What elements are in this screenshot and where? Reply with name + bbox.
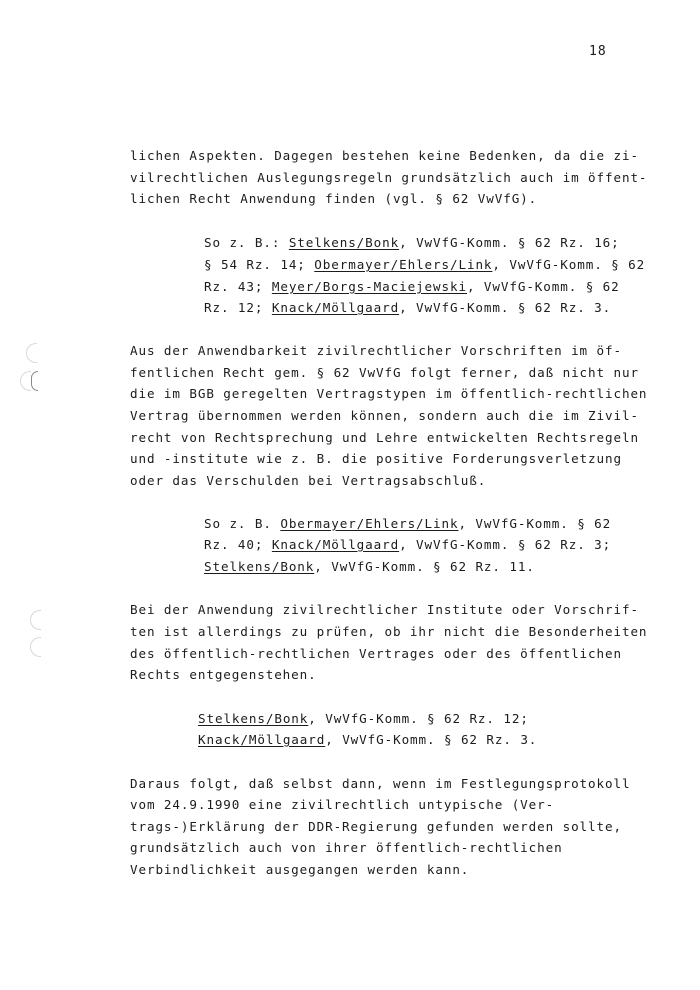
text-line	[130, 191, 537, 207]
text-line	[130, 602, 639, 618]
text-line	[130, 797, 554, 813]
text-span: , VwVfG-Komm. § 62	[466, 279, 620, 294]
text-span: trags-)Erklärung der DDR-Regierung gefunden werden sollte,	[130, 819, 622, 834]
text-line	[204, 279, 620, 295]
text-span: ten ist allerdings zu prüfen, ob ihr nicht die Besonderheiten	[130, 624, 648, 639]
citation-author: Stelkens/Bonk	[204, 559, 315, 574]
text-span: die im BGB geregelten Vertragstypen im öffentlich-rechtlichen	[130, 386, 648, 401]
text-line	[204, 516, 611, 532]
text-span: oder das Verschulden bei Vertragsabschluß.	[130, 473, 487, 488]
text-line	[130, 646, 622, 662]
text-span: , VwVfG-Komm. § 62 Rz. 3.	[325, 732, 538, 747]
text-span: fentlichen Recht gem. § 62 VwVfG folgt ferner, daß nicht nur	[130, 365, 639, 380]
text-span: Bei der Anwendung zivilrechtlicher Institute oder Vorschrif-	[130, 602, 639, 617]
hole-punch-mark	[20, 371, 31, 391]
text-line	[130, 170, 647, 186]
text-line	[198, 711, 529, 727]
text-line	[204, 300, 611, 316]
citation-author: Stelkens/Bonk	[288, 235, 400, 250]
text-span: § 54 Rz. 14;	[204, 257, 315, 272]
text-span: , VwVfG-Komm. § 62 Rz. 11.	[314, 559, 535, 574]
text-span: vilrechtlichen Auslegungsregeln grundsätzlich auch im öffent-	[130, 170, 648, 185]
text-span: , VwVfG-Komm. § 62 Rz. 16;	[399, 235, 620, 250]
text-line	[130, 451, 622, 467]
text-span: grundsätzlich auch von ihrer öffentlich-rechtlichen	[130, 840, 563, 855]
text-span: So z. B.:	[204, 235, 289, 250]
text-line	[204, 537, 611, 553]
text-span: Rechts entgegenstehen.	[130, 667, 317, 682]
hole-punch-mark	[30, 637, 41, 657]
text-line	[130, 386, 647, 402]
text-line	[130, 667, 317, 683]
text-span: , VwVfG-Komm. § 62 Rz. 3;	[399, 537, 612, 552]
hole-punch-mark	[31, 371, 38, 391]
citation-author: Knack/Möllgaard	[271, 300, 400, 315]
citation-author: Meyer/Borgs-Maciejewski	[271, 279, 467, 294]
hole-punch-mark	[26, 343, 37, 363]
text-span: Vertrag übernommen werden können, sondern auch die im Zivil-	[130, 408, 639, 423]
hole-punch-mark	[30, 610, 41, 630]
text-line	[130, 776, 630, 792]
text-line	[198, 732, 537, 748]
citation-author: Knack/Möllgaard	[198, 732, 326, 747]
text-span: , VwVfG-Komm. § 62	[492, 257, 646, 272]
text-line	[130, 624, 647, 640]
text-line	[130, 430, 639, 446]
text-line	[130, 408, 639, 424]
text-line	[130, 365, 639, 381]
citation-author: Knack/Möllgaard	[271, 537, 400, 552]
page-number: 18	[589, 44, 607, 59]
text-line	[130, 148, 639, 164]
text-span: und -institute wie z. B. die positive Forderungsverletzung	[130, 451, 622, 466]
text-span: des öffentlich-rechtlichen Vertrages oder des öffentlichen	[130, 646, 622, 661]
text-span: So z. B.	[204, 516, 281, 531]
text-line	[130, 840, 563, 856]
text-span: , VwVfG-Komm. § 62 Rz. 3.	[399, 300, 612, 315]
text-span: Daraus folgt, daß selbst dann, wenn im Festlegungsprotokoll	[130, 776, 631, 791]
text-line	[130, 473, 486, 489]
text-line	[204, 559, 535, 575]
citation-author: Obermayer/Ehlers/Link	[314, 257, 493, 272]
text-span: Rz. 40;	[204, 537, 272, 552]
text-line	[130, 819, 622, 835]
text-span: vom 24.9.1990 eine zivilrechtlich untypische (Ver-	[130, 797, 555, 812]
text-span: Rz. 12;	[204, 300, 272, 315]
text-span: recht von Rechtsprechung und Lehre entwickelten Rechtsregeln	[130, 430, 639, 445]
text-line	[130, 343, 622, 359]
citation-author: Obermayer/Ehlers/Link	[280, 516, 459, 531]
citation-author: Stelkens/Bonk	[198, 711, 309, 726]
text-line	[130, 862, 469, 878]
text-span: , VwVfG-Komm. § 62	[458, 516, 612, 531]
text-span: Rz. 43;	[204, 279, 272, 294]
text-span: Verbindlichkeit ausgegangen werden kann.	[130, 862, 470, 877]
text-line	[204, 257, 645, 273]
text-span: lichen Aspekten. Dagegen bestehen keine Bedenken, da die zi-	[130, 148, 639, 163]
text-span: , VwVfG-Komm. § 62 Rz. 12;	[308, 711, 529, 726]
text-span: lichen Recht Anwendung finden (vgl. § 62 VwVfG).	[130, 191, 538, 206]
text-span: Aus der Anwendbarkeit zivilrechtlicher Vorschriften im öf-	[130, 343, 622, 358]
text-line	[204, 235, 620, 251]
